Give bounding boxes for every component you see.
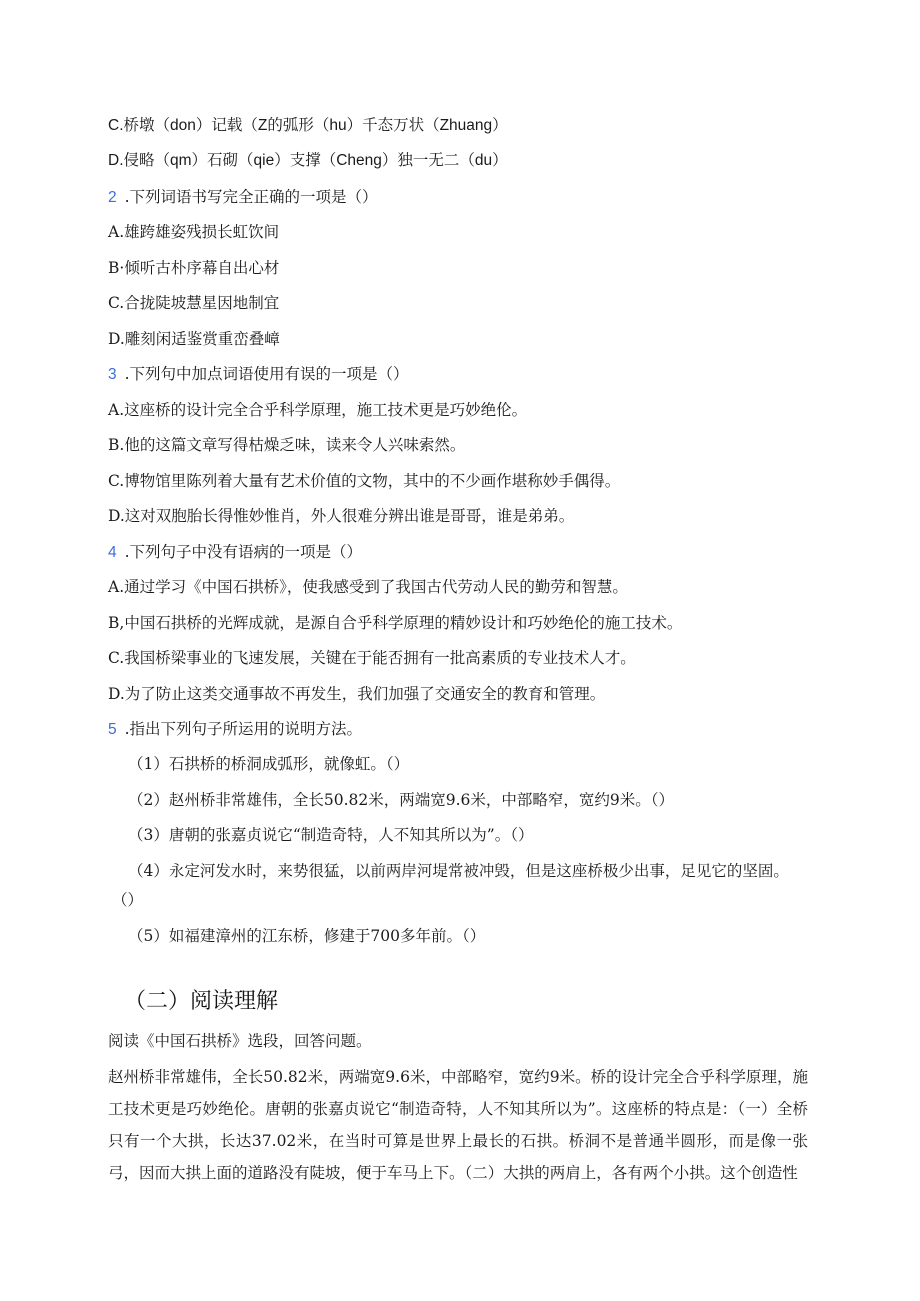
question-number: 4 bbox=[108, 544, 117, 561]
question-4 bbox=[108, 542, 362, 563]
reading-intro: 阅读《中国石拱桥》选段，回答问题。 bbox=[108, 1032, 372, 1050]
question-3 bbox=[108, 364, 409, 385]
q4-option-b: B,中国石拱桥的光辉成就，是源自合乎科学原理的精妙设计和巧妙绝伦的施工技术。 bbox=[108, 614, 683, 632]
q5-item-4-answer: （） bbox=[112, 891, 144, 909]
question-text: .指出下列句子所运用的说明方法。 bbox=[124, 720, 363, 738]
question-text: .下列词语书写完全正确的一项是（） bbox=[124, 188, 378, 206]
q4-option-d: D.为了防止这类交通事故不再发生，我们加强了交通安全的教育和管理。 bbox=[108, 685, 606, 703]
question-number: 2 bbox=[108, 189, 117, 206]
option-c: C.桥墩（don）记载（Z的弧形（hu）千态万状（Zhuang） bbox=[108, 117, 508, 134]
question-number: 5 bbox=[108, 721, 117, 738]
question-text: .下列句中加点词语使用有误的一项是（） bbox=[124, 365, 409, 383]
q4-option-a: A.通过学习《中国石拱桥》，使我感受到了我国古代劳动人民的勤劳和智慧。 bbox=[108, 578, 628, 596]
reading-passage: 赵州桥非常雄伟，全长50.82米，两端宽9.6米，中部略窄，宽约9米。桥的设计完全合乎科学原理，施工技术更是巧妙绝伦。唐朝的张嘉贞说它“制造奇特，人不知其所以为”。这座桥的特点是：（一）全桥只有一个大拱，长达37.02米，在当时可算是世界上最长的石拱。桥洞不是普通半圆形，而是像一张弓，因而大拱上面的道路没有陡坡，便于车马上下。（二）大拱的两肩上，各有两个小拱。这个创造性 bbox=[108, 1068, 808, 1182]
q3-option-a: A.这座桥的设计完全合乎科学原理，施工技术更是巧妙绝伦。 bbox=[108, 401, 528, 419]
question-5 bbox=[108, 719, 362, 740]
q5-item-1: （1）石拱桥的桥洞成弧形，就像虹。（） bbox=[128, 755, 410, 773]
q2-option-b: B·倾听古朴序幕自出心材 bbox=[108, 259, 280, 277]
question-number: 3 bbox=[108, 366, 117, 383]
question-2 bbox=[108, 187, 378, 208]
q4-option-c: C.我国桥梁事业的飞速发展，关键在于能否拥有一批高素质的专业技术人才。 bbox=[108, 649, 636, 667]
q2-option-d: D.雕刻闲适鉴赏重峦叠嶂 bbox=[108, 330, 280, 348]
section-title: （二）阅读理解 bbox=[124, 988, 279, 1013]
q5-item-5: （5）如福建漳州的江东桥，修建于700多年前。（） bbox=[128, 927, 486, 945]
q5-item-3: （3）唐朝的张嘉贞说它“制造奇特，人不知其所以为”。（） bbox=[128, 826, 534, 844]
q2-option-a: A.雄跨雄姿残损长虹饮间 bbox=[108, 223, 280, 241]
question-text: .下列句子中没有语病的一项是（） bbox=[124, 543, 363, 561]
q3-option-b: B.他的这篇文章写得枯燥乏味，读来令人兴味索然。 bbox=[108, 436, 466, 454]
q2-option-c: C.合拢陡坡慧星因地制宜 bbox=[108, 294, 280, 312]
q3-option-d: D.这对双胞胎长得惟妙惟肖，外人很难分辨出谁是哥哥，谁是弟弟。 bbox=[108, 507, 575, 525]
q5-item-2: （2）赵州桥非常雄伟，全长50.82米，两端宽9.6米，中部略窄，宽约9米。（） bbox=[128, 791, 674, 809]
q5-item-4: （4）永定河发水时，来势很猛，以前两岸河堤常被冲毁，但是这座桥极少出事，足见它的坚固。 bbox=[128, 862, 789, 880]
option-d: D.侵略（qm）石砌（qie）支撑（Cheng）独一无二（du） bbox=[108, 152, 508, 169]
q3-option-c: C.博物馆里陈列着大量有艺术价值的文物，其中的不少画作堪称妙手偶得。 bbox=[108, 472, 621, 490]
